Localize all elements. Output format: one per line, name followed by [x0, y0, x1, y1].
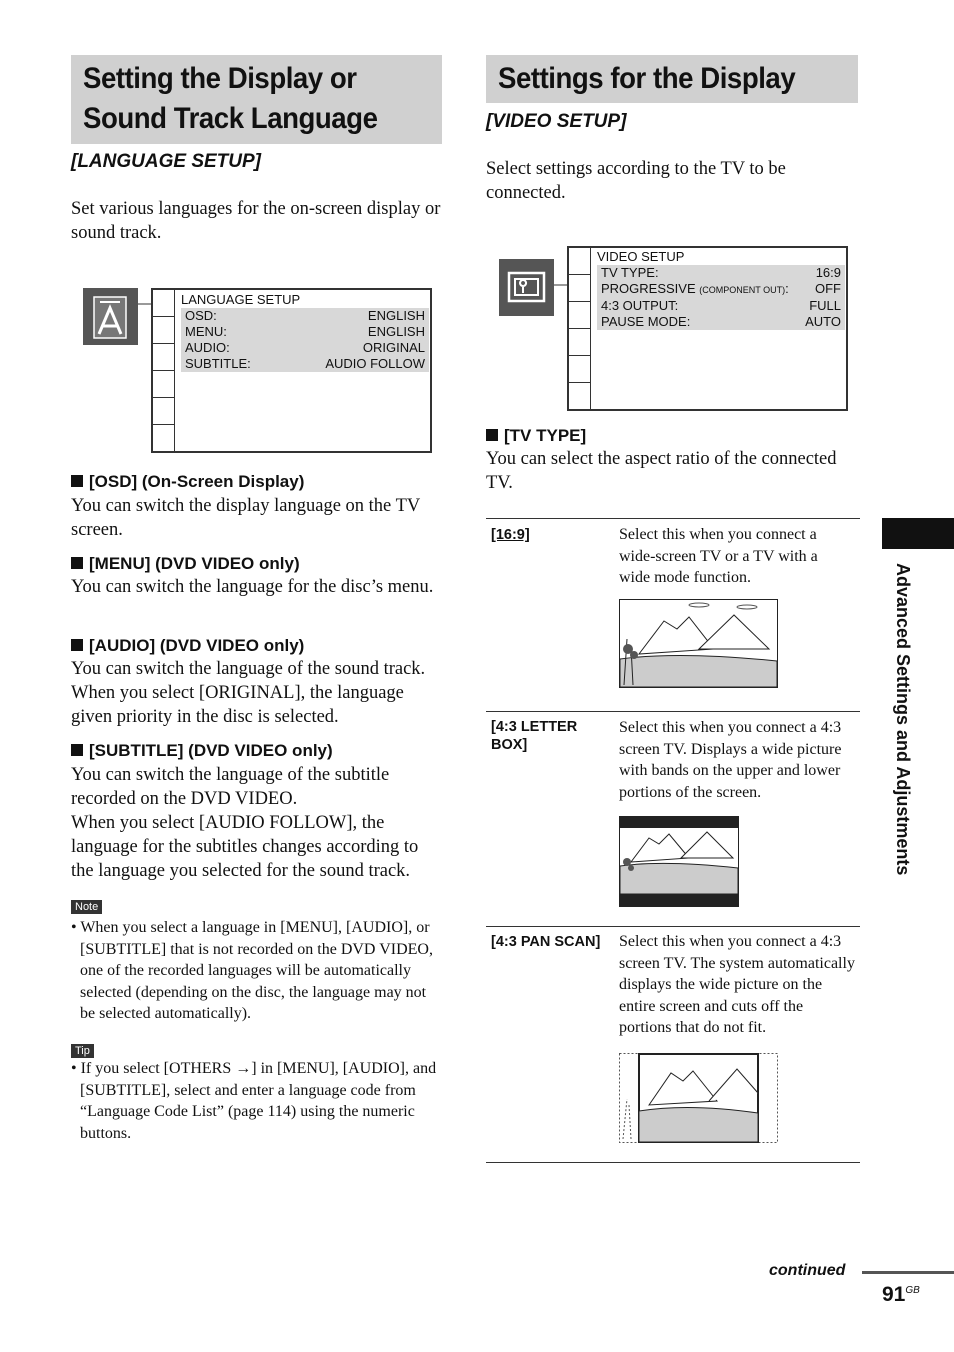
video-setup-menu: [567, 246, 848, 411]
note-text: • When you select a language in [MENU], [AUDIO], or [SUBTITLE] that is not recorded on the DVD VIDEO, one of the recorded languages will be automatically selected (depending on the disc, the language may not be selected automatically).: [71, 919, 433, 1022]
menu-heading: [MENU] (DVD VIDEO only): [71, 553, 300, 575]
video-setup-subhead: [VIDEO SETUP]: [486, 111, 627, 132]
menu-row: 4:3 OUTPUT: FULL: [601, 298, 841, 313]
continued-label: continued: [769, 1262, 846, 1279]
menu-row: OSD: ENGLISH: [185, 308, 425, 323]
menu-row: MENU: ENGLISH: [185, 324, 425, 339]
left-title-line2: Sound Track Language: [83, 102, 378, 135]
menu-row: PAUSE MODE: AUTO: [601, 314, 841, 329]
menu-row: PROGRESSIVE (COMPONENT OUT): OFF: [601, 281, 841, 296]
page-number: $91^{GB}$: [882, 1283, 920, 1306]
tip-label: Tip: [71, 1044, 94, 1058]
subtitle-heading: [SUBTITLE] (DVD VIDEO only): [71, 740, 333, 762]
menu-row: TV TYPE: 16:9: [601, 265, 841, 280]
table-desc-letterbox: Select this when you connect a 4:3 screen TV. Displays a wide picture with bands on the upper and lower portions of the screen.: [619, 719, 842, 801]
subtitle-text: You can switch the language of the subtitle recorded on the DVD VIDEO.: [71, 765, 390, 809]
menu-text: You can switch the language for the disc’s menu.: [71, 577, 434, 597]
menu-icon-column: [153, 290, 175, 451]
right-title: Settings for the Display: [498, 62, 796, 95]
language-setup-icon: [83, 288, 138, 345]
menu-row: SUBTITLE: AUDIO FOLLOW: [185, 356, 425, 371]
menu-header: LANGUAGE SETUP: [181, 292, 301, 307]
subtitle-text-2: When you select [AUDIO FOLLOW], the language for the subtitles changes according to the language you selected for the sound track.: [71, 813, 419, 881]
tv-type-text: You can select the aspect ratio of the connected TV.: [486, 449, 837, 493]
audio-text: You can switch the language of the sound track. When you select [ORIGINAL], the language given priority in the disc is selected.: [71, 659, 426, 727]
table-rule-top: [486, 518, 860, 519]
menu-header: VIDEO SETUP: [597, 249, 685, 264]
table-rule: [486, 926, 860, 927]
menu-row: AUDIO: ORIGINAL: [185, 340, 425, 355]
audio-heading: [AUDIO] (DVD VIDEO only): [71, 635, 304, 657]
video-setup-icon: [499, 259, 554, 316]
table-desc-panscan: Select this when you connect a 4:3 screen TV. The system automatically displays the wide picture on the entire screen and cuts off the portions that do not fit.: [619, 933, 855, 1036]
left-title-line1: Setting the Display or: [83, 62, 357, 95]
tv-type-heading: [TV TYPE]: [486, 425, 586, 447]
table-label-letterbox: [4:3 LETTER BOX]: [491, 719, 578, 753]
tip-text: • If you select [OTHERS →] in [MENU], [AUDIO], and [SUBTITLE], select and enter a language code from “Language Code List” (page 114) using the numeric buttons.: [71, 1060, 437, 1142]
continued-rule: [862, 1271, 954, 1274]
menu-rows: [597, 265, 845, 330]
panscan-illustration: [619, 1053, 778, 1143]
language-setup-menu: [151, 288, 432, 453]
osd-text: You can switch the display language on the TV screen.: [71, 496, 420, 540]
table-label-16-9: [16:9]: [491, 527, 530, 543]
table-desc-16-9: Select this when you connect a wide-screen TV or a TV with a wide mode function.: [619, 526, 818, 586]
table-rule: [486, 711, 860, 712]
table-rule-bottom: [486, 1162, 860, 1163]
note-label: Note: [71, 900, 102, 914]
widescreen-illustration: [619, 599, 778, 688]
left-intro: Set various languages for the on-screen display or sound track.: [71, 199, 441, 243]
osd-heading: [OSD] (On-Screen Display): [71, 471, 304, 493]
right-intro: Select settings according to the TV to be connected.: [486, 159, 786, 203]
side-tab-block: [882, 518, 954, 549]
language-setup-subhead: [LANGUAGE SETUP]: [71, 151, 261, 172]
letterbox-illustration: [619, 816, 739, 907]
table-label-panscan: [4:3 PAN SCAN]: [491, 934, 601, 950]
menu-icon-column: [569, 248, 591, 409]
side-tab-label: Advanced Settings and Adjustments: [893, 563, 913, 876]
menu-rows: [181, 308, 429, 372]
